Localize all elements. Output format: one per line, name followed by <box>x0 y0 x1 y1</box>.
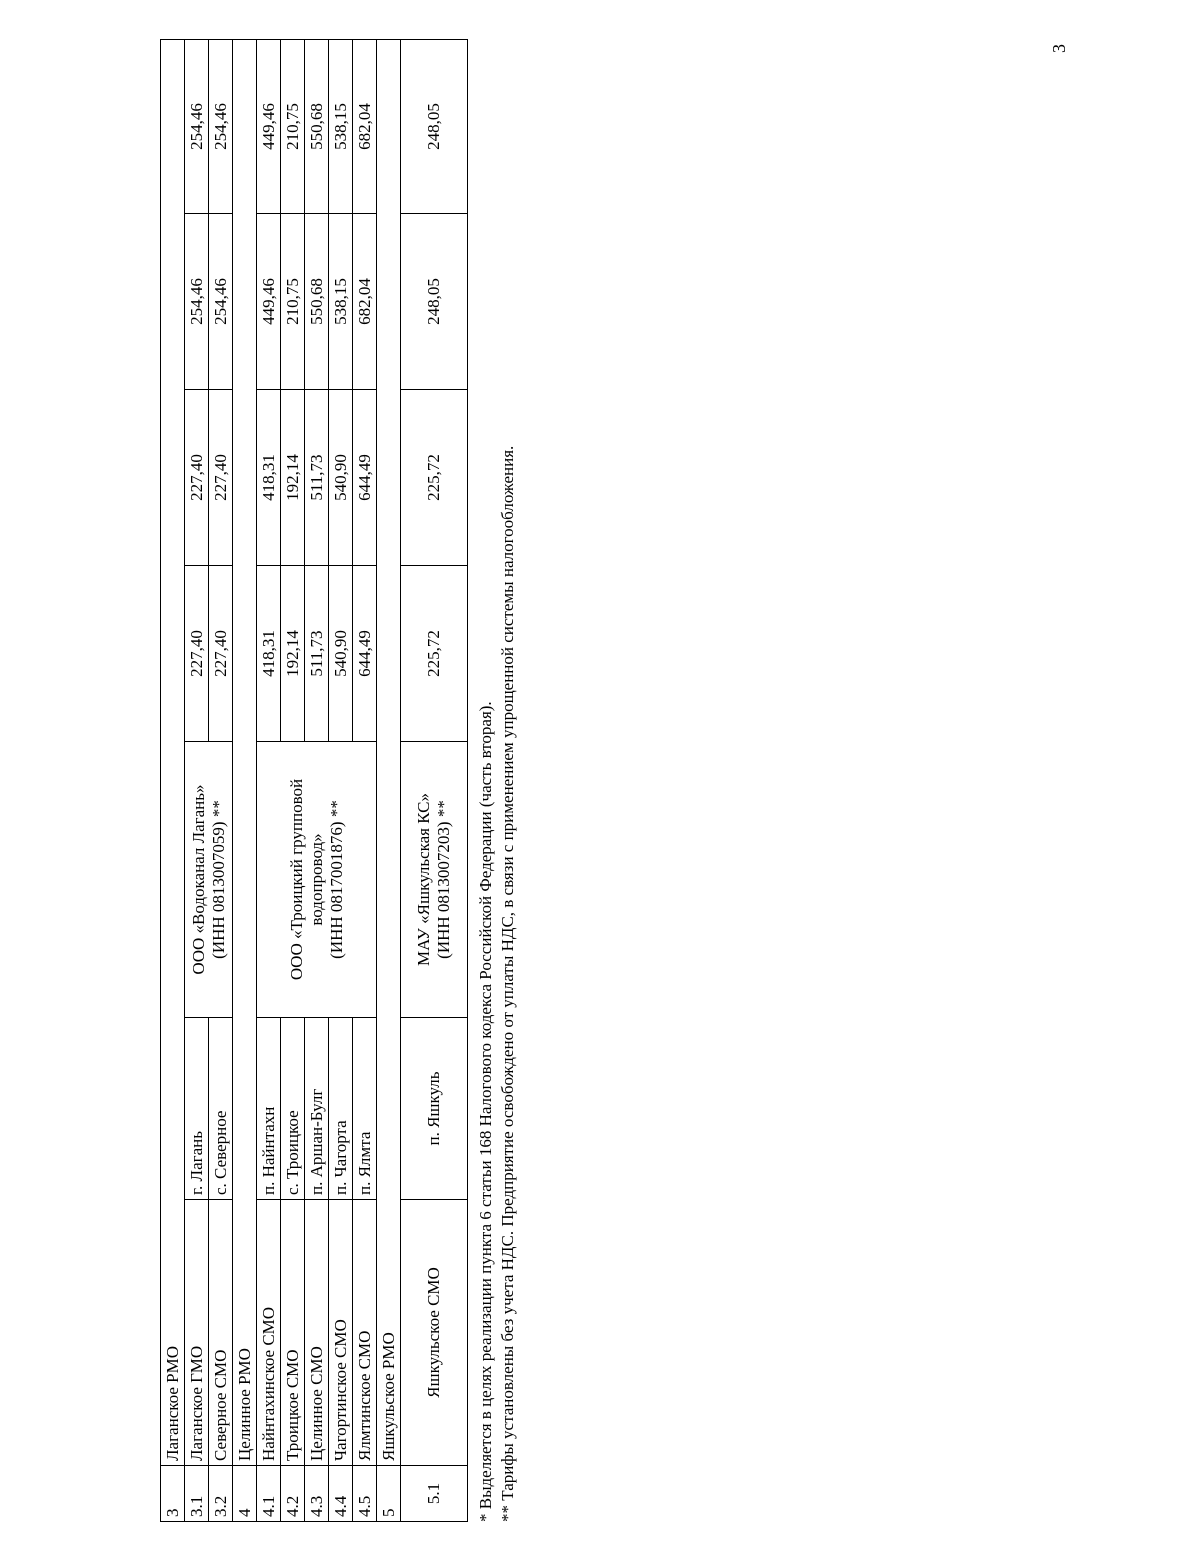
district-name: Лаганское РМО <box>161 39 185 1465</box>
table-row <box>257 39 281 1521</box>
district-name: Целинное РМО <box>233 39 257 1465</box>
tariff-value: 248,05 <box>401 39 468 213</box>
tariff-value: 540,90 <box>329 390 353 566</box>
tariff-value: 248,05 <box>401 214 468 390</box>
row-number: 3.1 <box>185 1466 209 1522</box>
tariff-value: 210,75 <box>281 39 305 213</box>
tariff-value: 682,04 <box>353 39 377 213</box>
table-row <box>377 39 401 1521</box>
organization-inn: (ИНН 0817001876) ** <box>326 800 346 959</box>
tariff-value: 550,68 <box>305 39 329 213</box>
tariff-value: 644,49 <box>353 390 377 566</box>
row-number: 4.5 <box>353 1466 377 1522</box>
municipality-name: Северное СМО <box>209 1200 233 1466</box>
row-number: 3.2 <box>209 1466 233 1522</box>
table-row <box>233 39 257 1521</box>
tariff-value: 540,90 <box>329 566 353 742</box>
organization-inn: (ИНН 0813007203) ** <box>434 800 453 959</box>
municipality-name: Найнтахинское СМО <box>257 1200 281 1466</box>
settlement-name: г. Лагань <box>185 1018 209 1200</box>
table-row <box>185 39 209 1521</box>
tariff-value: 227,40 <box>209 390 233 566</box>
tariff-table <box>160 39 468 1522</box>
tariff-value: 210,75 <box>281 214 305 390</box>
organization-cell <box>401 742 468 1018</box>
tariff-value: 418,31 <box>257 566 281 742</box>
page-number: 3 <box>1049 44 1069 53</box>
settlement-name: с. Северное <box>209 1018 233 1200</box>
tariff-value: 511,73 <box>305 566 329 742</box>
municipality-name: Лаганское ГМО <box>185 1200 209 1466</box>
row-number: 5 <box>377 1466 401 1522</box>
tariff-value: 225,72 <box>401 390 468 566</box>
settlement-name: п. Найнтахн <box>257 1018 281 1200</box>
tariff-value: 227,40 <box>185 566 209 742</box>
municipality-name: Ялмтинское СМО <box>353 1200 377 1466</box>
row-number: 4.3 <box>305 1466 329 1522</box>
tariff-value: 254,46 <box>185 39 209 213</box>
tariff-value: 449,46 <box>257 39 281 213</box>
tariff-value: 254,46 <box>209 214 233 390</box>
row-number: 5.1 <box>401 1466 468 1522</box>
municipality-name: Яшкульское СМО <box>401 1200 468 1466</box>
tariff-value: 449,46 <box>257 214 281 390</box>
tariff-value: 644,49 <box>353 566 377 742</box>
footnote-vat: * Выделяется в целях реализации пункта 6 статьи 168 Налогового кодекса Российской Федерации (часть вторая). <box>476 701 495 1522</box>
organization-name-cont: водопровод» <box>306 833 326 926</box>
row-number: 4.1 <box>257 1466 281 1522</box>
tariff-value: 227,40 <box>209 566 233 742</box>
tariff-value: 418,31 <box>257 390 281 566</box>
municipality-name: Чагортинское СМО <box>329 1200 353 1466</box>
tariff-value: 550,68 <box>305 214 329 390</box>
tariff-value: 254,46 <box>185 214 209 390</box>
municipality-name: Троицкое СМО <box>281 1200 305 1466</box>
tariff-value: 538,15 <box>329 39 353 213</box>
tariff-value: 538,15 <box>329 214 353 390</box>
district-name: Яшкульское РМО <box>377 39 401 1465</box>
tariff-value: 227,40 <box>185 390 209 566</box>
settlement-name: п. Аршан-Булг <box>305 1018 329 1200</box>
settlement-name: п. Чагорта <box>329 1018 353 1200</box>
table-row <box>161 39 185 1521</box>
row-number: 4.4 <box>329 1466 353 1522</box>
rotated-content <box>160 40 530 1522</box>
tariff-value: 254,46 <box>209 39 233 213</box>
row-number: 4.2 <box>281 1466 305 1522</box>
row-number: 3 <box>161 1466 185 1522</box>
organization-name: ООО «Водоканал Лагань» <box>188 784 208 975</box>
organization-inn: (ИНН 0813007059) ** <box>208 800 228 959</box>
tariff-value: 192,14 <box>281 566 305 742</box>
row-number: 4 <box>233 1466 257 1522</box>
organization-name: ООО «Троицкий групповой <box>286 778 306 981</box>
settlement-name: п. Ялмта <box>353 1018 377 1200</box>
settlement-name: п. Яшкуль <box>401 1018 468 1200</box>
table-row <box>401 39 468 1521</box>
footnote-tax-exemption: ** Тарифы установлены без учета НДС. Предприятие освобождено от уплаты НДС, в связи с применением упрощенной системы налогообложения. <box>498 445 517 1522</box>
organization-name: МАУ «Яшкульская КС» <box>414 792 433 967</box>
footnotes <box>475 40 519 1522</box>
settlement-name: с. Троицкое <box>281 1018 305 1200</box>
tariff-value: 511,73 <box>305 390 329 566</box>
tariff-value: 682,04 <box>353 214 377 390</box>
organization-cell <box>257 742 377 1018</box>
tariff-value: 225,72 <box>401 566 468 742</box>
organization-cell <box>185 742 233 1018</box>
municipality-name: Целинное СМО <box>305 1200 329 1466</box>
tariff-value: 192,14 <box>281 390 305 566</box>
